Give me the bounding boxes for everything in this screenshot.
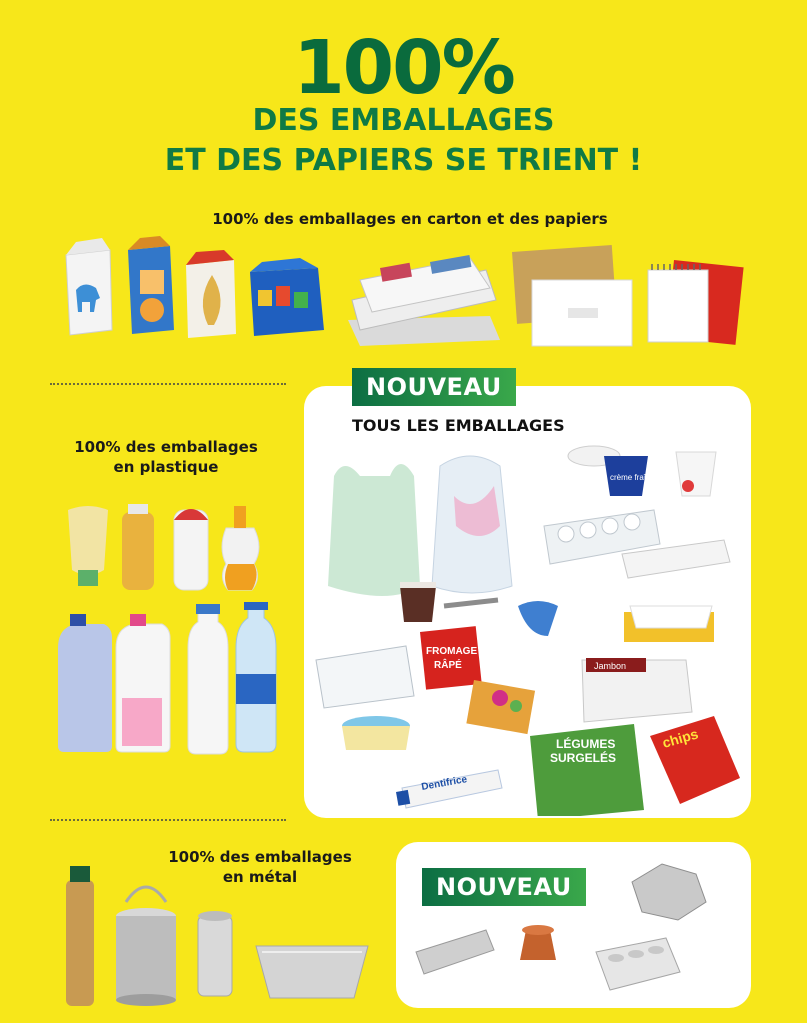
toothpaste-tube-image: [396, 770, 502, 808]
soda-can-image: [198, 911, 232, 996]
jambon-label: Jambon: [594, 661, 627, 671]
small-metal-items: [396, 842, 751, 1008]
detergent-jug-pink-image: [116, 614, 170, 752]
dish-soap-bottle-image: [222, 506, 259, 590]
new-badge: NOUVEAU: [352, 368, 516, 406]
chips-label: chips: [660, 725, 700, 751]
cereal-carton-image: [186, 250, 236, 338]
creme-label: crème fraîche: [610, 473, 659, 482]
small-metal-items-illustration: [396, 842, 751, 1008]
butter-tub-image: [342, 716, 410, 750]
cream-pot-image: [568, 446, 659, 496]
new-badge-2: NOUVEAU: [422, 868, 586, 906]
milk-bottle-image: [188, 604, 228, 754]
meat-tray-image: [624, 606, 714, 642]
candy-bag-image: [466, 680, 535, 734]
plastic-bag-image: [328, 464, 420, 596]
aerosol-can-image: [66, 866, 94, 1006]
plastic-bottles-illustration: [50, 498, 290, 758]
dentifrice-label: Dentifrice: [420, 774, 468, 793]
all-packaging-title: TOUS LES EMBALLAGES: [352, 416, 565, 435]
tin-can-image: [116, 887, 176, 1006]
toothpaste-tube-metal-image: [416, 930, 494, 974]
fromage-label-2: RÂPÉ: [434, 660, 462, 671]
ham-pack-image: [582, 658, 692, 722]
oil-bottle-image: [122, 504, 154, 590]
yogurt-cup-image: [676, 452, 716, 496]
toy-box-image: [250, 258, 324, 336]
divider-2: [50, 819, 286, 821]
pouch-image: [518, 601, 558, 636]
frozen-vegetables-bag-image: [530, 724, 644, 816]
hero-line-2: ET DES PAPIERS SE TRIENT !: [164, 143, 643, 178]
plastique-title-line-2: en plastique: [113, 458, 219, 476]
envelopes-image: [512, 245, 632, 346]
hero-line-1: DES EMBALLAGES: [252, 103, 555, 138]
metal-title-line-1: 100% des emballages: [168, 848, 352, 866]
newspapers-image: [348, 255, 500, 346]
plastique-title-line-1: 100% des emballages: [74, 438, 258, 456]
packaging-collage-illustration: [304, 436, 751, 816]
notebook-folder-image: [648, 260, 744, 345]
legumes-label-2: SURGELÉS: [550, 751, 617, 765]
detergent-jug-blue-image: [58, 614, 112, 752]
metal-products: [56, 860, 376, 1010]
plastic-bottles: [50, 498, 290, 758]
water-bottle-image: [236, 602, 276, 752]
aluminium-foil-ball-image: [632, 864, 706, 920]
juice-carton-image: [128, 236, 174, 334]
coffee-capsule-image: [520, 925, 556, 960]
shampoo-bottle-image: [174, 509, 208, 590]
metal-products-illustration: [56, 860, 376, 1010]
cheese-bag-image: [420, 626, 482, 690]
metal-title-line-2: en métal: [222, 868, 298, 886]
fromage-label-1: FROMAGE: [426, 646, 478, 657]
legumes-label-1: LÉGUMES: [556, 737, 616, 751]
shrink-wrap-image: [432, 456, 512, 593]
clamshell-container-image: [316, 646, 414, 708]
aluminium-tray-image: [256, 946, 368, 998]
carton-products: [0, 230, 807, 360]
divider-1: [50, 383, 286, 385]
packaging-collage: [304, 436, 751, 816]
blister-pack-image: [596, 938, 680, 990]
chips-bag-image: [650, 716, 740, 804]
carton-section-title: 100% des emballages en carton et des papiers: [212, 210, 608, 228]
hero-percent: 100%: [293, 25, 514, 111]
carton-products-illustration: [0, 230, 807, 360]
mayonnaise-bottle-image: [68, 506, 108, 586]
milk-carton-image: [66, 238, 112, 335]
